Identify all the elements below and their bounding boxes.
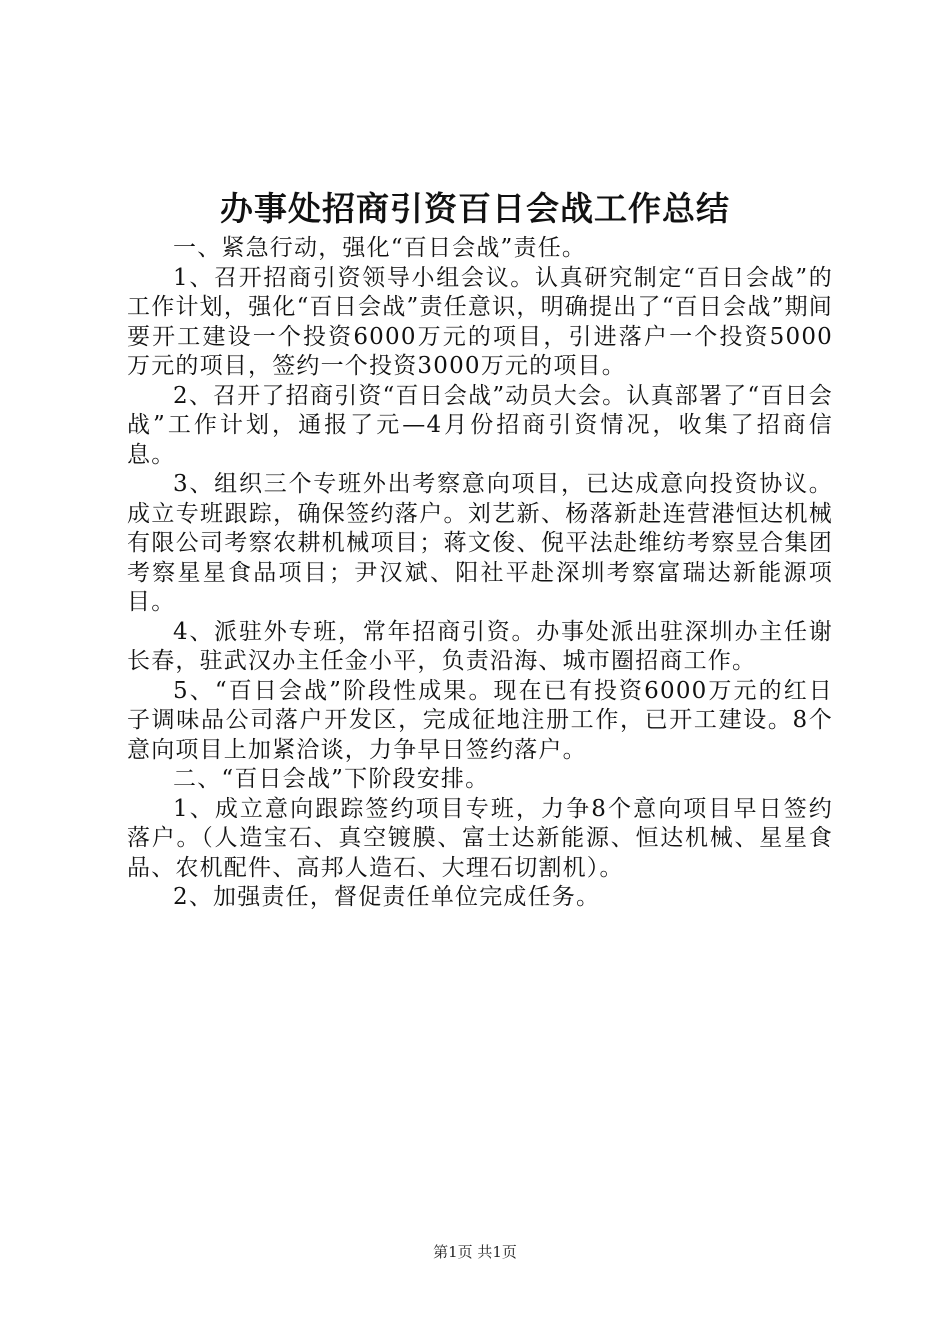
document-title: 办事处招商引资百日会战工作总结 <box>220 189 730 228</box>
paragraph: 5、“百日会战”阶段性成果。现在已有投资6000万元的红日子调味品公司落户开发区，完成征地注册工作，已开工建设。8个意向项目上加紧洽谈，力争早日签约落户。 <box>127 677 833 763</box>
paragraph: 1、成立意向跟踪签约项目专班，力争8个意向项目早日签约落户。（人造宝石、真空镀膜、富士达新能源、恒达机械、星星食品、农机配件、高邦人造石、大理石切割机）。 <box>127 795 833 881</box>
paragraph: 4、派驻外专班，常年招商引资。办事处派出驻深圳办主任谢长春，驻武汉办主任金小平，负责沿海、城市圈招商工作。 <box>127 618 833 674</box>
section-heading: 一、紧急行动，强化“百日会战”责任。 <box>173 235 587 261</box>
section-heading: 二、“百日会战”下阶段安排。 <box>173 766 490 792</box>
paragraph: 2、召开了招商引资“百日会战”动员大会。认真部署了“百日会战”工作计划，通报了元—4月份招商引资情况，收集了招商信息。 <box>127 382 833 468</box>
paragraph: 1、召开招商引资领导小组会议。认真研究制定“百日会战”的工作计划，强化“百日会战”责任意识，明确提出了“百日会战”期间要开工建设一个投资6000万元的项目，引进落户一个投资5000万元的项目，签约一个投资3000万元的项目。 <box>127 264 833 379</box>
document-body <box>127 234 833 913</box>
page-number-footer: 第1页 共1页 <box>433 1243 517 1261</box>
paragraph: 2、加强责任，督促责任单位完成任务。 <box>173 884 601 910</box>
paragraph: 3、组织三个专班外出考察意向项目，已达成意向投资协议。成立专班跟踪，确保签约落户。刘艺新、杨落新赴连营港恒达机械有限公司考察农耕机械项目；蒋文俊、倪平法赴维纺考察昱合集团考察星星食品项目；尹汉斌、阳社平赴深圳考察富瑞达新能源项目。 <box>127 471 833 615</box>
